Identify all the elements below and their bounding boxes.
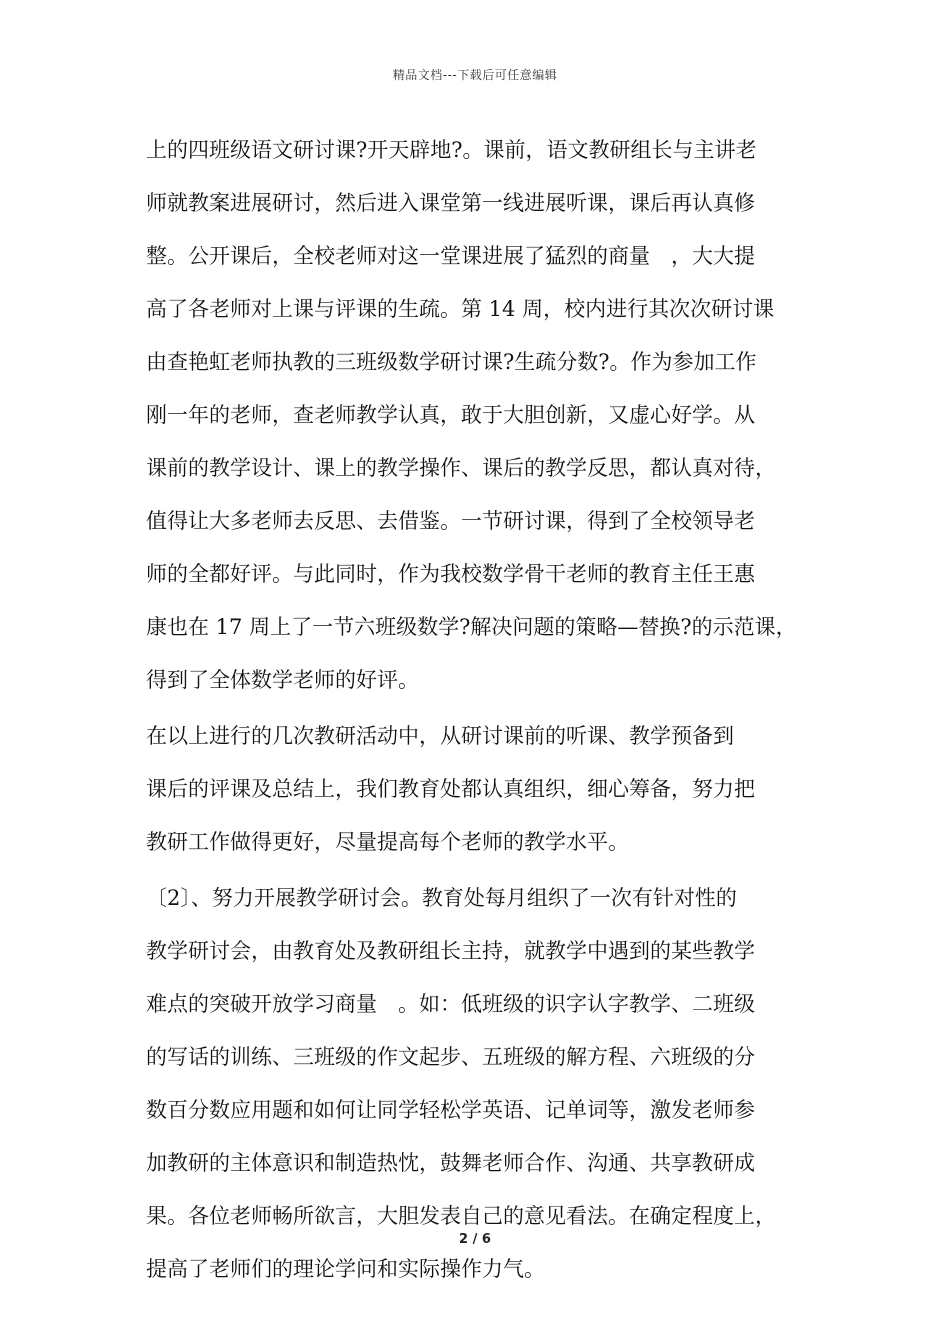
text-line: 课后的评课及总结上，我们教育处都认真组织，细心筹备，努力把 [146,777,755,801]
text-line: 数百分数应用题和如何让同学轻松学英语、记单词等，激发老师参 [146,1098,755,1122]
text-line: 高了各老师对上课与评课的生疏。第 14 周，校内进行其次次研讨课 [146,297,775,321]
text-line: 在以上进行的几次教研活动中，从研讨课前的听课、教学预备到 [146,724,734,748]
body-text [146,130,820,1302]
text-line: 的写话的训练、三班级的作文起步、五班级的解方程、六班级的分 [146,1045,755,1069]
text-line: 〔2〕、努力开展教学研讨会。教育处每月组织了一次有针对性的 [146,886,737,910]
text-line: 整。公开课后，全校老师对这一堂课进展了猛烈的商量 ，大大提 [146,244,755,268]
text-line: 上的四班级语文研讨课?开天辟地?。课前，语文教研组长与主讲老 [146,138,757,162]
text-line: 课前的教学设计、课上的教学操作、课后的教学反思，都认真对待， [146,456,776,480]
text-line: 师的全都好评。与此同时，作为我校数学骨干老师的教育主任王惠 [146,562,755,586]
page-header: 精品文档---下载后可任意编辑 [392,68,558,82]
text-line: 提高了老师们的理论学问和实际操作力气。 [146,1257,545,1281]
text-line: 教研工作做得更好，尽量提高每个老师的教学水平。 [146,830,629,854]
text-line: 康也在 17 周上了一节六班级数学?解决问题的策略—替换?的示范课， [146,615,797,639]
text-line: 值得让大多老师去反思、去借鉴。一节研讨课，得到了全校领导老 [146,509,755,533]
text-line: 刚一年的老师，查老师教学认真，敢于大胆创新，又虚心好学。从 [146,403,755,427]
text-line: 师就教案进展研讨，然后进入课堂第一线进展听课，课后再认真修 [146,191,755,215]
text-line: 得到了全体数学老师的好评。 [146,668,419,692]
text-line: 难点的突破开放学习商量 。如：低班级的识字认字教学、二班级 [146,992,755,1016]
text-line: 果。各位老师畅所欲言，大胆发表自己的意见看法。在确定程度上， [146,1204,776,1228]
text-line: 由查艳虹老师执教的三班级数学研讨课?生疏分数?。作为参加工作 [146,350,757,374]
text-line: 加教研的主体意识和制造热忱，鼓舞老师合作、沟通、共享教研成 [146,1151,755,1175]
text-line: 教学研讨会，由教育处及教研组长主持，就教学中遇到的某些教学 [146,939,755,963]
page-number: 2 / 6 [459,1232,491,1247]
